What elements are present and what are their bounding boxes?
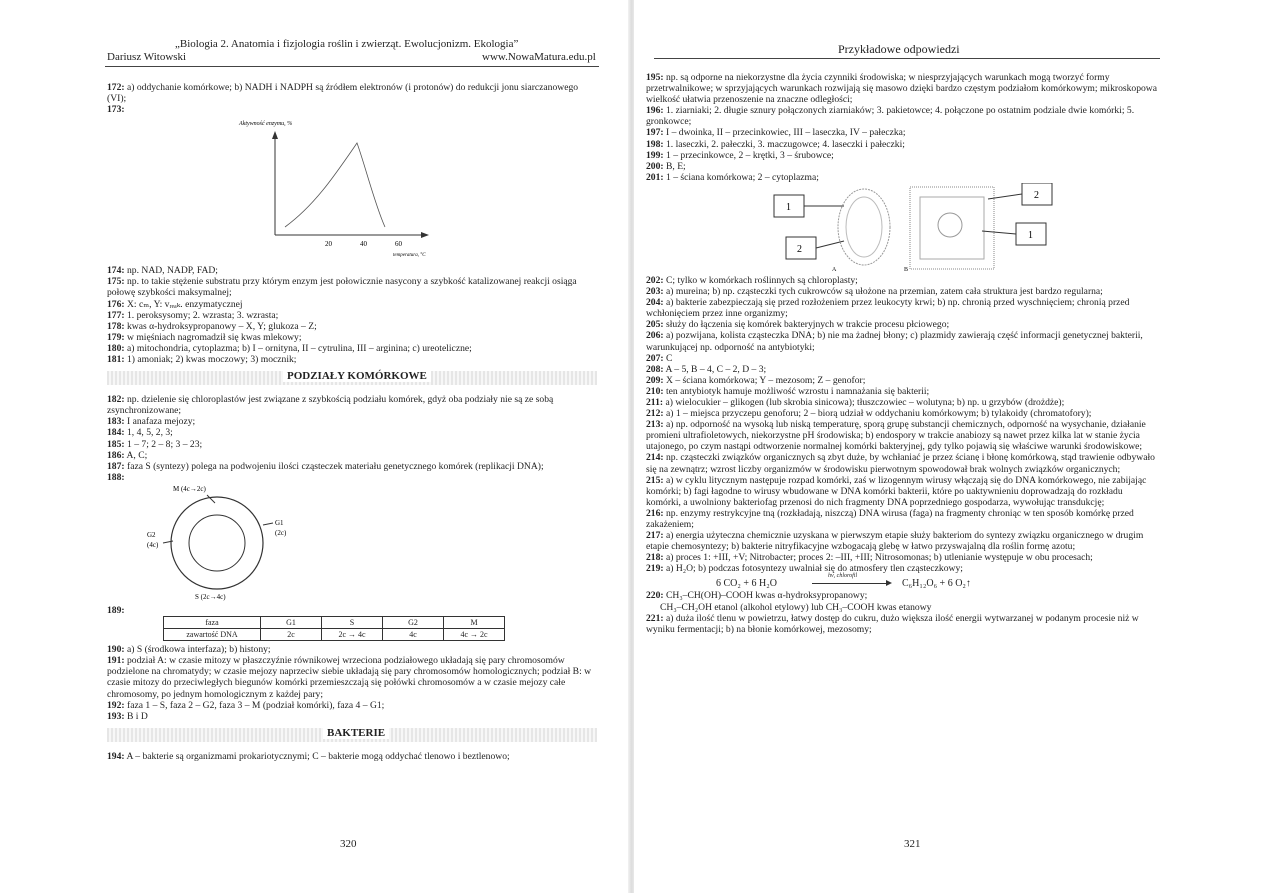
answer-item (107, 394, 597, 416)
answer-text: w mięśniach nagromadził się kwas mlekowy; (127, 331, 302, 343)
box-2-a-label: 2 (797, 243, 802, 255)
answers-174-181 (107, 265, 597, 365)
answer-number: 185: (107, 438, 125, 450)
answer-text: np. cząsteczki związków organicznych są zbyt duże, by wchłaniać je przez ścianę i błonę komórkową, stąd trawienie odbywało się na zewnątrz; wzrost liczby organizmów w środowisku pierwotnym spowodował brak wolnych związków organicznych; (646, 452, 1155, 475)
answer-item (646, 613, 1158, 635)
tick-40: 40 (360, 240, 367, 249)
section-title: PODZIAŁY KOMÓRKOWE (283, 371, 431, 382)
answer-item (107, 439, 597, 450)
answer-item (646, 397, 1158, 408)
answer-text: B i D (127, 710, 148, 722)
answer-number: 183: (107, 416, 125, 428)
answer-number: 216: (646, 507, 664, 519)
answer-item (646, 286, 1158, 297)
answer-text: 1, 4, 5, 2, 3; (127, 427, 173, 439)
answer-item (646, 150, 1158, 161)
answer-item (107, 700, 597, 711)
answer-text: ten antybiotyk hamuje możliwość wzrostu i namnażania się bakterii; (666, 385, 930, 397)
author: Dariusz Witowski (107, 51, 187, 63)
answer-text: a) duża ilość tlenu w powietrzu, łatwy dostęp do cukru, dużo większa ilość energii wytwarzanej w podanym procesie niż w wyniku fermentacji; b) na błonie komórkowej, mezosomy; (646, 612, 1139, 635)
answer-text: a) 1 – miejsca przyczepu genoforu; 2 – biorą udział w oddychaniu komórkowym; b) tylakoidy (chromatofory); (666, 408, 1092, 420)
box-1-a-label: 1 (786, 201, 791, 213)
answer-item (646, 105, 1158, 127)
section-header-title: Przykładowe odpowiedzi (838, 42, 960, 56)
answer-item (646, 475, 1158, 508)
answer-item (646, 530, 1158, 552)
cell-figure-201 (764, 183, 1064, 275)
header-rule (654, 58, 1160, 59)
right-content (646, 72, 1158, 635)
plant-cell (910, 187, 994, 269)
answer-text: X: cₘ, Y: vᵣₑₐₖ. enzymatycznej (127, 298, 243, 310)
answer-text: a) bakterie zabezpieczają się przed rozłożeniem przez leukocyty krwi; b) np. chronią przed wyschnięciem; chronią przed wchłonięciem przez inne organizmy; (646, 297, 1130, 320)
arrow-2-b (988, 194, 1022, 199)
answer-number: 194: (107, 750, 125, 762)
answer-item (646, 590, 1158, 601)
answer-number: 180: (107, 342, 125, 354)
answer-item (107, 644, 597, 655)
answer-item (107, 751, 597, 762)
enzyme-activity-graph (225, 115, 445, 265)
answer-text: a) w cyklu litycznym następuje rozpad komórki, zaś w lizogennym wirusy włączają się do DNA komórkowego, nie zabijając komórki; b) fagi łagodne to wirusy wbudowane w DNA komórki bakterii, które po uaktywnieniu doprowadzają do rozkładu komórki, a uwolniony bakteriofag przenosi do nich fragmenty DNA poprzedniego gospodarza, wywołując transdukcję; (646, 474, 1147, 508)
answer-number: 176: (107, 298, 125, 310)
section-header-cell-division (107, 371, 597, 385)
answers-202-219 (646, 275, 1158, 575)
answer-number: 190: (107, 644, 125, 656)
answers-190-193 (107, 644, 597, 722)
answer-text: CH₃–CH₂OH etanol (alkohol etylowy) lub CH₃–COOH kwas etanowy (660, 601, 932, 613)
tick-60: 60 (395, 240, 402, 249)
x-axis-arrow (421, 232, 429, 238)
table-row (164, 629, 505, 641)
graph-ylabel: Aktywność enzymu, % (239, 121, 293, 128)
answer-text: a) energia użyteczna chemicznie uzyskana w pierwszym etapie służy bakteriom do syntezy związku organicznego w drugim etapie chemosyntezy; b) bakterie nitryfikacyjne wzbogacają glebę w łatwo przyswajalną dla roślin formę azotu; (646, 530, 1144, 553)
answer-number: 191: (107, 655, 125, 667)
answer-text: 1) amoniak; 2) kwas moczowy; 3) mocznik; (127, 354, 297, 366)
right-page (634, 0, 1263, 893)
answer-number: 188: (107, 471, 125, 483)
answer-number: 212: (646, 408, 664, 420)
activity-curve (285, 143, 385, 227)
table-cell: 4c (383, 629, 444, 641)
answer-item (646, 364, 1158, 375)
answer-number: 199: (646, 149, 664, 161)
answer-item (107, 343, 597, 354)
answer-number: 184: (107, 427, 125, 439)
answers-182-188 (107, 394, 597, 483)
label-b: B (904, 266, 909, 273)
answer-number: 211: (646, 396, 664, 408)
book-title: „Biologia 2. Anatomia i fizjologia roślin i zwierząt. Ewolucjonizm. Ekologia” (175, 38, 519, 50)
answer-text: a) oddychanie komórkowe; b) NADH i NADPH są źródłem elektronów (i protonów) do redukcji jonu siarczanowego (VI); (107, 82, 579, 105)
answer-item (107, 265, 597, 276)
box-1-b-label: 1 (1028, 229, 1033, 241)
answer-number: 172: (107, 82, 125, 93)
answer-number: 203: (646, 286, 664, 298)
answer-number: 209: (646, 374, 664, 386)
answer-number: 201: (646, 171, 664, 183)
answer-item (646, 353, 1158, 364)
answer-text: I anafaza mejozy; (127, 416, 196, 428)
answer-text: 1 – 7; 2 – 8; 3 – 23; (127, 438, 203, 450)
label-g2: G2 (147, 530, 156, 539)
answer-number: 206: (646, 330, 664, 342)
answer-number: 214: (646, 452, 664, 464)
answer-item (107, 461, 597, 472)
answers-172-173 (107, 82, 597, 115)
label-g1: G1 (275, 518, 284, 527)
arrow-2-a (816, 241, 844, 248)
answer-number: 202: (646, 274, 664, 286)
table-cell: G1 (261, 616, 322, 628)
plant-nucleus (938, 213, 962, 237)
answer-number: 217: (646, 530, 664, 542)
answer-number: 175: (107, 276, 125, 288)
answer-item (646, 602, 1158, 613)
outer-circle (171, 497, 263, 589)
answer-number: 174: (107, 265, 125, 277)
answer-number: 213: (646, 419, 664, 431)
answer-text: 1. ziarniaki; 2. długie sznury połączonych ziarniaków; 3. pakietowce; 4. połączone po ostatnim podziale dwie komórki; 5. gronkowce; (646, 105, 1135, 128)
answer-text: a) S (środkowa interfaza); b) histony; (127, 644, 271, 656)
label-g1-c: (2c) (275, 528, 287, 537)
answer-number: 221: (646, 612, 664, 624)
answer-text: a) H₂O; b) podczas fotosyntezy uwalniał się do atmosfery tlen cząsteczkowy; (666, 563, 963, 575)
answer-item (646, 139, 1158, 150)
answer-text: np. są odporne na niekorzystne dla życia czynniki środowiska; w niesprzyjających warunkach mogą tworzyć formy przetrwalnikowe; w sprzyjających warunkach rozwijają się masowo dzięki bardzo częstym podziałom komórkowym; mikroskopowa wielkość ułatwia przenoszenie na znaczne odległości; (646, 72, 1157, 106)
m-arrow (207, 495, 215, 503)
g1-line (263, 523, 273, 525)
answer-text: 1 – ściana komórkowa; 2 – cytoplazma; (666, 171, 819, 183)
answer-number: 173: (107, 104, 125, 116)
table-cell: S (322, 616, 383, 628)
answer-item (107, 310, 597, 321)
table-cell: 2c (261, 629, 322, 641)
eq-arrow (812, 583, 890, 584)
table-header-row (164, 616, 505, 628)
answer-number: 210: (646, 385, 664, 397)
answer-number: 179: (107, 331, 125, 343)
answer-number: 205: (646, 319, 664, 331)
answer-item (646, 386, 1158, 397)
answer-item (107, 427, 597, 438)
table-cell: G2 (383, 616, 444, 628)
answer-item (646, 161, 1158, 172)
answer-item (646, 552, 1158, 563)
answer-number: 192: (107, 699, 125, 711)
answer-text: 1. laseczki, 2. pałeczki, 3. maczugowce; 4. laseczki i pałeczki; (666, 138, 905, 150)
answer-number: 208: (646, 363, 664, 375)
answer-text: C; tylko w komórkach roślinnych są chloroplasty; (666, 274, 858, 286)
left-content (107, 82, 597, 762)
label-m: M (4c→2c) (173, 484, 206, 493)
answer-number: 193: (107, 710, 125, 722)
answer-text: podział A: w czasie mitozy w płaszczyźnie równikowej wrzeciona podziałowego układają się pary chromosomów podzielone na chromatydy; w czasie mejozy naprzeciw siebie układają się pary chromosomów homologicznych; podział B: w czasie mitozy do przeciwległych biegunów komórki przemieszczają się połówki chromosomów a w czasie mejozy całe chromosomy, po jednym homologicznym z każdej pary; (107, 655, 592, 700)
answer-item (107, 655, 597, 699)
answer-number: 215: (646, 474, 664, 486)
table-cell: faza (164, 616, 261, 628)
answer-text: służy do łączenia się komórek bakteryjnych w trakcie procesu płciowego; (666, 319, 950, 331)
section-header-bacteria (107, 728, 597, 742)
answer-number: 207: (646, 352, 664, 364)
answer-number: 200: (646, 160, 664, 172)
answer-text: A, C; (126, 449, 148, 461)
answer-194 (107, 751, 597, 762)
cell-cycle-diagram (147, 483, 347, 603)
answer-text: A – bakterie są organizmami prokariotycznymi; C – bakterie mogą oddychać tlenowo i beztlenowo; (126, 750, 510, 762)
label-a: A (832, 266, 837, 273)
answer-text: X – ściana komórkowa; Y – mezosom; Z – genofor; (666, 374, 866, 386)
item-189: 189: (107, 604, 125, 616)
label-s: S (2c→4c) (195, 592, 226, 601)
answer-number: 186: (107, 449, 125, 461)
photosynthesis-equation (696, 574, 1158, 590)
eq-arrowhead (886, 580, 892, 586)
answer-item (646, 275, 1158, 286)
bacterial-cytoplasm (846, 197, 882, 257)
answer-item (646, 297, 1158, 319)
answer-text: a) mitochondria, cytoplazma; b) I – ornityna, II – cytrulina, III – arginina; c) ureoteliczne; (127, 342, 472, 354)
page-number-right: 321 (904, 838, 921, 850)
answer-text: a) pozwijana, kolista cząsteczka DNA; b) nie ma żadnej błony; c) plazmidy zawierają część informacji genetycznej bakterii, warunkującej np. odporność na antybiotyki; (646, 330, 1143, 353)
graph-xlabel: temperatura, °C (393, 253, 426, 259)
answer-item (107, 299, 597, 310)
eq-left: 6 CO₂ + 6 H₂O (716, 578, 777, 590)
answer-item (107, 82, 597, 104)
table-cell: zawartość DNA (164, 629, 261, 641)
answer-text: kwas α-hydroksypropanowy – X, Y; glukoza – Z; (127, 320, 317, 332)
answer-text: faza 1 – S, faza 2 – G2, faza 3 – M (podział komórki), faza 4 – G1; (127, 699, 385, 711)
website: www.NowaMatura.edu.pl (482, 51, 596, 63)
answer-item (107, 104, 597, 115)
eq-condition: hν, chlorofil (828, 573, 858, 580)
answer-item (646, 408, 1158, 419)
label-g2-c: (4c) (147, 540, 159, 549)
answer-text: a) mureina; b) np. cząsteczki tych cukrowców są ułożone na przemian, zatem cała struktura jest bardzo regularna; (666, 286, 1103, 298)
answer-item (107, 332, 597, 343)
answer-text: 1. peroksysomy; 2. wzrasta; 3. wzrasta; (127, 309, 279, 321)
answer-text: a) np. odporność na wysoką lub niską temperaturę, sporą grupę substancji chemicznych, odporność na wysychanie, działanie promieni ultrafioletowych, niekorzystne pH środowiska; b) endospory w trakcie anabiozy są nawet przez kilka lat w stanie życia utajonego, po czym nastąpi odtworzenie normalnej komórki bakteryjnej, gdy tylko pojawią się właściwe warunki środowiskowe; (646, 419, 1146, 453)
answer-text: I – dwoinka, II – przecinkowiec, III – laseczka, IV – pałeczka; (666, 127, 906, 139)
section-title: BAKTERIE (323, 728, 389, 739)
tick-20: 20 (325, 240, 332, 249)
answer-item (107, 472, 597, 483)
answer-text: np. NAD, NADP, FAD; (127, 265, 218, 277)
answer-number: 181: (107, 354, 125, 366)
answer-text: np. to takie stężenie substratu przy którym enzym jest połowicznie nasycony a szybkość katalizowanej reakcji osiąga połowę szybkości maksymalnej; (107, 276, 577, 299)
answer-item (646, 172, 1158, 183)
answer-text: CH₃–CH(OH)–COOH kwas α-hydroksypropanowy; (666, 590, 868, 602)
answer-item (107, 354, 597, 365)
answer-item (646, 319, 1158, 330)
dna-content-table (163, 616, 505, 641)
answer-number: 204: (646, 297, 664, 309)
answer-item (107, 321, 597, 332)
answer-item (107, 711, 597, 722)
answer-item (646, 508, 1158, 530)
answer-item (646, 452, 1158, 474)
answers-220-221 (646, 590, 1158, 634)
answer-text: C (666, 352, 673, 364)
answer-text: B, E; (666, 160, 686, 172)
answer-item (107, 416, 597, 427)
header-rule (105, 66, 599, 67)
answer-number: 195: (646, 72, 664, 83)
y-axis-arrow (272, 131, 278, 139)
answer-item (646, 563, 1158, 574)
answer-text: A – 5, B – 4, C – 2, D – 3; (665, 363, 767, 375)
answer-number: 196: (646, 105, 664, 117)
answer-number: 218: (646, 552, 664, 564)
table-cell: 4c → 2c (444, 629, 505, 641)
answers-195-201 (646, 72, 1158, 183)
answer-text: 1 – przecinkowce, 2 – krętki, 3 – śrubowce; (666, 149, 834, 161)
answer-text: faza S (syntezy) polega na podwojeniu ilości cząsteczek materiału genetycznego komórek (replikacji DNA); (127, 460, 544, 472)
answer-number: 198: (646, 138, 664, 150)
answer-item (646, 375, 1158, 386)
answer-number: 177: (107, 309, 125, 321)
answer-text: np. dzielenie się chloroplastów jest związane z szybkością podziału komórek, gdyż oba podziały nie są ze sobą zsynchronizowane; (107, 394, 554, 417)
inner-circle (189, 515, 245, 571)
answer-text: a) wielocukier – glikogen (lub skrobia sinicowa); tłuszczowiec – wolutyna; b) np. u grzybów (drożdże); (665, 396, 1065, 408)
answer-number: 187: (107, 460, 125, 472)
answer-text: a) proces 1: +III, +V; Nitrobacter; proces 2: –III, +III; Nitrosomonas; b) utlenianie występuje w obu procesach; (666, 552, 1093, 564)
answer-number: 220: (646, 590, 664, 602)
answer-item (646, 419, 1158, 452)
box-2-b-label: 2 (1034, 189, 1039, 201)
answer-text: np. enzymy restrykcyjne tną (rozkładają, niszczą) DNA wirusa (faga) na fragmenty chroniąc w ten sposób komórkę przed zakażeniem; (646, 507, 1134, 530)
table-cell: 2c → 4c (322, 629, 383, 641)
answer-number: 219: (646, 563, 664, 575)
answer-number: 178: (107, 320, 125, 332)
eq-right: C₆H₁₂O₆ + 6 O₂↑ (902, 578, 971, 590)
table-cell: M (444, 616, 505, 628)
answer-number: 197: (646, 127, 664, 139)
answer-item (646, 330, 1158, 352)
answer-number: 182: (107, 394, 125, 406)
arrow-1-b (982, 231, 1016, 234)
answer-item (646, 72, 1158, 105)
left-page (0, 0, 630, 893)
answer-item (107, 276, 597, 298)
plant-cell-inner (920, 197, 984, 259)
page-number-left: 320 (340, 838, 357, 850)
answer-item (646, 127, 1158, 138)
answer-item (107, 450, 597, 461)
